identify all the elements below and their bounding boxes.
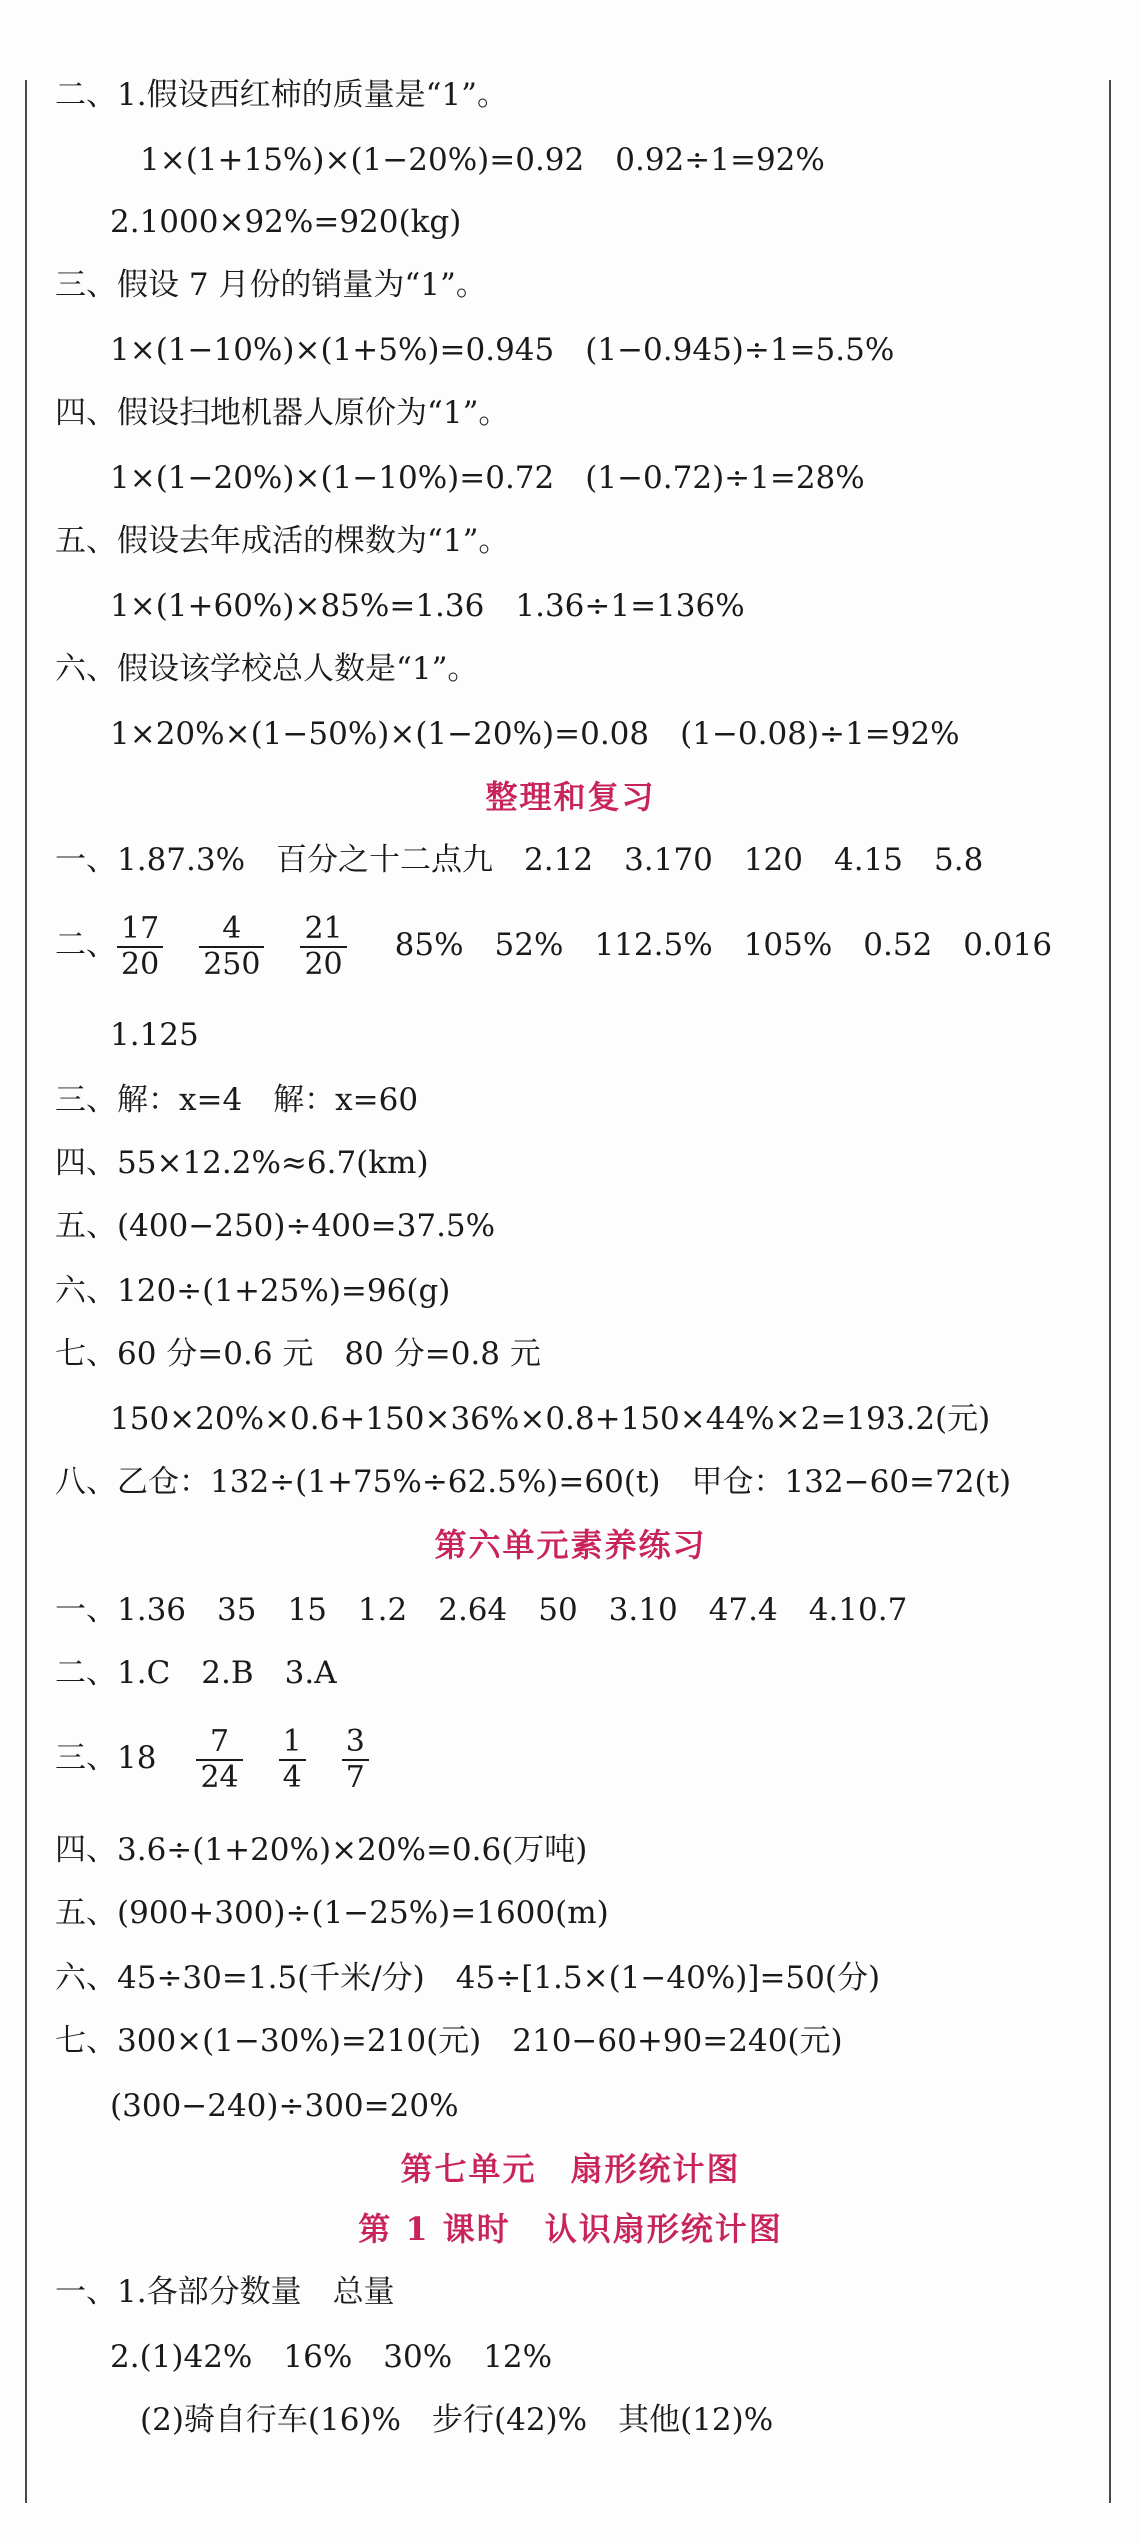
answer-line: 六、假设该学校总人数是“1”。 [55, 651, 479, 687]
answer-line: 八、乙仓：132÷(1+75%÷62.5%)=60(t) 甲仓：132−60=72(t) [55, 1464, 1012, 1500]
fraction-denominator: 250 [203, 946, 261, 982]
answer-line: 五、假设去年成活的棵数为“1”。 [55, 523, 510, 559]
answer-line: 150×20%×0.6+150×36%×0.8+150×44%×2=193.2(元) [110, 1401, 991, 1437]
answer-line: 三、假设 7 月份的销量为“1”。 [55, 267, 487, 303]
answer-line: 1×(1−10%)×(1+5%)=0.945 (1−0.945)÷1=5.5% [110, 332, 895, 368]
fraction-numerator: 3 [342, 1725, 369, 1761]
fraction-numerator: 21 [300, 912, 346, 948]
answer-line: 四、3.6÷(1+20%)×20%=0.6(万吨) [55, 1832, 588, 1868]
answer-prefix: 三、18 [55, 1740, 157, 1776]
answer-line: 一、1.各部分数量 总量 [55, 2274, 395, 2310]
answer-line: 一、1.87.3% 百分之十二点九 2.12 3.170 120 4.15 5.8 [55, 842, 984, 878]
fraction-denominator: 20 [304, 946, 343, 982]
fraction [196, 1725, 242, 1795]
answer-line: 1×(1−20%)×(1−10%)=0.72 (1−0.72)÷1=28% [110, 460, 865, 496]
right-margin-rule [1109, 80, 1111, 2503]
fraction-denominator: 20 [121, 946, 160, 982]
answer-line: 三、解：x=4 解：x=60 [55, 1082, 419, 1118]
answer-line: 五、(400−250)÷400=37.5% [55, 1208, 496, 1244]
section-heading: 第六单元素养练习 [434, 1526, 707, 1564]
fraction [279, 1725, 306, 1795]
fraction-numerator: 7 [196, 1725, 242, 1761]
fraction-denominator: 24 [200, 1759, 239, 1795]
answer-line: 五、(900+300)÷(1−25%)=1600(m) [55, 1895, 609, 1931]
lesson-heading: 第 1 课时 认识扇形统计图 [358, 2210, 783, 2248]
answer-line-fractions [55, 1718, 387, 1798]
answer-line: 四、假设扫地机器人原价为“1”。 [55, 395, 510, 431]
fraction-numerator: 17 [117, 912, 163, 948]
answer-line: 2.(1)42% 16% 30% 12% [110, 2339, 553, 2375]
answer-line: 六、45÷30=1.5(千米/分) 45÷[1.5×(1−40%)]=50(分) [55, 1960, 881, 1996]
answer-line: 2.1000×92%=920(kg) [110, 204, 462, 240]
section-heading: 整理和复习 [485, 778, 656, 816]
unit-heading: 第七单元 扇形统计图 [400, 2150, 741, 2188]
fraction [117, 912, 163, 982]
fraction-numerator: 4 [199, 912, 264, 948]
answer-line: 二、1.假设西红柿的质量是“1”。 [55, 77, 508, 113]
answer-line: 六、120÷(1+25%)=96(g) [55, 1273, 451, 1309]
answer-line: 1.125 [110, 1017, 199, 1053]
fraction-numerator: 1 [279, 1725, 306, 1761]
fraction [300, 912, 346, 982]
answer-line: 七、300×(1−30%)=210(元) 210−60+90=240(元) [55, 2023, 843, 2059]
fraction-denominator: 7 [345, 1759, 365, 1795]
answer-line: 一、1.36 35 15 1.2 2.64 50 3.10 47.4 4.10.7 [55, 1592, 908, 1628]
answer-line: 1×(1+60%)×85%=1.36 1.36÷1=136% [110, 588, 745, 624]
answer-text: 85% 52% 112.5% 105% 0.52 0.016 [394, 927, 1053, 963]
fraction [199, 912, 264, 982]
answer-line: (2)骑自行车(16)% 步行(42)% 其他(12)% [140, 2402, 774, 2438]
answer-line: 七、60 分=0.6 元 80 分=0.8 元 [55, 1336, 541, 1372]
fraction [342, 1725, 369, 1795]
answer-prefix: 二、 [55, 927, 117, 963]
left-margin-rule [25, 80, 27, 2503]
answer-line-fractions [55, 905, 1052, 985]
answer-line: 二、1.C 2.B 3.A [55, 1655, 337, 1691]
answer-line: 四、55×12.2%≈6.7(km) [55, 1145, 429, 1181]
fraction-denominator: 4 [282, 1759, 302, 1795]
answer-line: (300−240)÷300=20% [110, 2088, 459, 2124]
answer-line: 1×20%×(1−50%)×(1−20%)=0.08 (1−0.08)÷1=92% [110, 716, 960, 752]
answer-line: 1×(1+15%)×(1−20%)=0.92 0.92÷1=92% [140, 142, 825, 178]
